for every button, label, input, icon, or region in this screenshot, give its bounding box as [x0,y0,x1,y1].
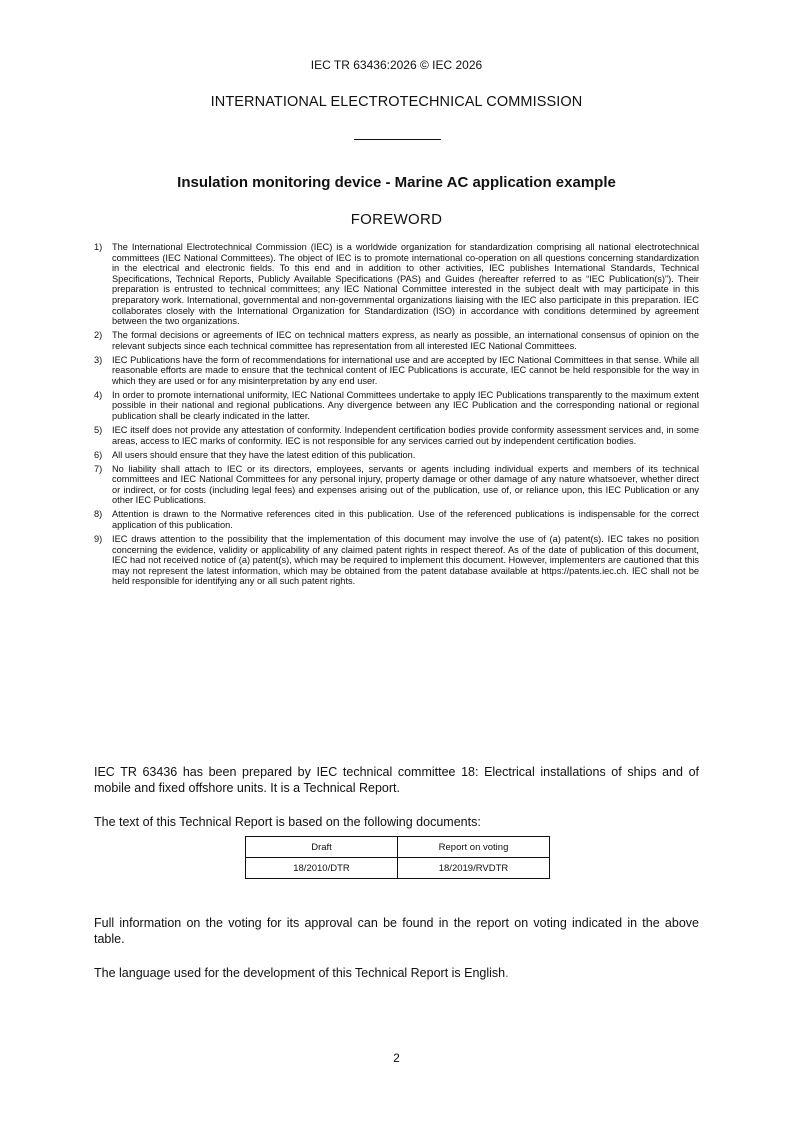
note-number: 9) [94,533,103,544]
foreword-note [94,390,699,422]
note-text: All users should ensure that they have the latest edition of this publication. [112,449,416,460]
table-header-report-on-voting: Report on voting [398,837,550,858]
note-number: 2) [94,330,103,341]
note-text: IEC Publications have the form of recommendations for international use and are accepted by IEC National Committees in that sense. While all reasonable efforts are made to ensure that the technical content of IEC Publications is accurate, IEC cannot be held responsible for the way in which they are used or for any misinterpretation by any end user. [112,354,699,386]
title-divider [354,139,441,140]
foreword-note [94,509,699,530]
document-identifier: IEC TR 63436:2026 © IEC 2026 [310,58,483,72]
note-text: IEC itself does not provide any attestation of conformity. Independent certification bodies provide conformity assessment services and, in some areas, access to IEC marks of conformity. IEC is not responsible for any services carried out by independent certification bodies. [112,425,699,446]
note-text: No liability shall attach to IEC or its directors, employees, servants or agents including individual experts and members of its technical committees and IEC National Committees for any personal injury, property damage or other damage of any nature whatsoever, whether direct or indirect, or for costs (including legal fees) and expenses arising out of the publication, use of, or reliance upon, this IEC Publication or any other IEC Publications. [112,463,699,506]
organization-name: INTERNATIONAL ELECTROTECHNICAL COMMISSION [210,94,583,110]
note-number: 3) [94,354,103,365]
language-end-mark: . [505,965,509,980]
table-cell-report-on-voting: 18/2019/RVDTR [398,858,550,879]
note-number: 6) [94,449,103,460]
document-title: Insulation monitoring device - Marine AC application example [177,174,616,191]
language-paragraph [94,965,699,981]
table-header-draft: Draft [246,837,398,858]
note-number: 5) [94,425,103,436]
foreword-note [94,464,699,506]
voting-documents-table [245,836,550,879]
page-number: 2 [393,1051,400,1065]
foreword-note [94,242,699,327]
based-on-paragraph: The text of this Technical Report is based on the following documents: [94,814,481,829]
note-text: The formal decisions or agreements of IEC on technical matters express, as nearly as possible, an international consensus of opinion on the relevant subjects since each technical committee has representation from all interested IEC National Committees. [112,330,699,351]
table-cell-draft: 18/2010/DTR [246,858,398,879]
foreword-notes-list [94,242,699,590]
prepared-by-paragraph: IEC TR 63436 has been prepared by IEC technical committee 18: Electrical installations of ships and of mobile and fixed offshore units. It is a Technical Report. [94,764,699,795]
note-number: 7) [94,463,103,474]
note-text: The International Electrotechnical Commission (IEC) is a worldwide organization for standardization comprising all national electrotechnical committees (IEC National Committees). The object of IEC is to promote international co-operation on all questions concerning standardization in the electrical and electronic fields. To this end and in addition to other activities, IEC publishes International Standards, Technical Specifications, Technical Reports, Publicly Available Specifications (PAS) and Guides (hereafter referred to as “IEC Publication(s)”). Their preparation is entrusted to technical committees; any IEC National Committee interested in the subject dealt with may participate in this preparatory work. International, governmental and non-governmental organizations liaising with the IEC also participate in this preparation. IEC collaborates closely with the International Organization for Standardization (ISO) in accordance with conditions determined by agreement between the two organizations. [112,242,699,327]
note-text: In order to promote international uniformity, IEC National Committees undertake to apply IEC Publications transparently to the maximum extent possible in their national and regional publications. Any divergence between any IEC Publication and the corresponding national or regional publication shall be clearly indicated in the latter. [112,389,699,422]
language-text: The language used for the development of this Technical Report is English [94,965,506,980]
foreword-heading: FOREWORD [350,211,443,228]
table-header-row [246,837,550,858]
note-number: 4) [94,389,103,400]
note-number: 8) [94,509,103,520]
foreword-note [94,450,699,461]
foreword-note [94,425,699,446]
foreword-note [94,330,699,351]
note-text: IEC draws attention to the possibility that the implementation of this document may involve the use of (a) patent(s). IEC takes no position concerning the evidence, validity or applicability of any claimed patent rights in respect thereof. As of the date of publication of this document, IEC had not received notice of (a) patent(s), which may be required to implement this document. However, implementers are cautioned that this may not represent the latest information, which may be obtained from the patent database available at https://patents.iec.ch. IEC shall not be held responsible for identifying any or all such patent rights. [112,533,699,587]
note-number: 1) [94,242,103,252]
note-text: Attention is drawn to the Normative references cited in this publication. Use of the referenced publications is indispensable for the correct application of this publication. [112,509,699,530]
foreword-note [94,534,699,587]
full-information-paragraph: Full information on the voting for its approval can be found in the report on voting indicated in the above table. [94,915,699,946]
table-row [246,858,550,879]
foreword-note [94,355,699,387]
